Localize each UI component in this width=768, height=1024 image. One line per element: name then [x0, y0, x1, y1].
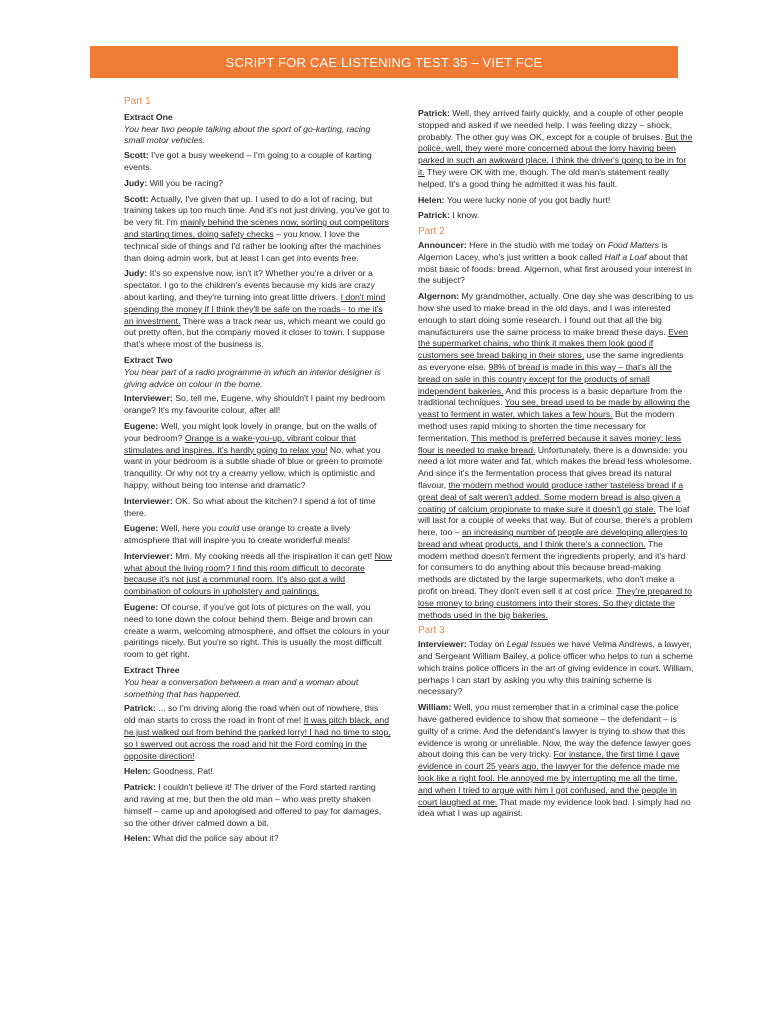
- speaker: William:: [418, 702, 452, 713]
- line-text: It's so expensive now, isn't it? Whether you're a driver or a spectator. I go to the children's events because my kids are crazy about karting, and they're turning into great little drivers.: [124, 268, 375, 302]
- speaker: Judy:: [124, 177, 148, 188]
- line-text: Actually, I've given that up. I used to do a lot of racing, but training takes up too much time. And it's not just driving, you've got to be very fit. I'm: [124, 193, 390, 228]
- part3-heading: Part 3: [418, 625, 445, 637]
- part2-heading: Part 2: [418, 226, 445, 238]
- line-text: Goodness, Pat!: [152, 766, 213, 777]
- speaker: Patrick:: [124, 703, 156, 714]
- line-text: Will you be racing?: [149, 177, 223, 188]
- line-text: is Algernon Lacey, who's just written a book called: [418, 239, 668, 262]
- line-text: about that most basic of foods: bread. Algernon, what first aroused your interest in the subject?: [418, 251, 692, 286]
- line-text: use orange to create a lively atmosphere that will inspire you to create wonderful meals!: [124, 523, 351, 546]
- speaker: Announcer:: [418, 239, 467, 250]
- dialogue-line: [418, 108, 694, 191]
- speaker: Interviewer:: [124, 495, 173, 506]
- dialogue-line: [418, 639, 694, 698]
- dialogue-line: [124, 782, 392, 829]
- extract-one-title: Extract One: [124, 111, 173, 122]
- line-text: use the same ingredients as everyone else.: [418, 350, 684, 372]
- line-text: What did the police say about it?: [152, 833, 279, 844]
- line-text: OK. So what about the kitchen? I spend a lot of time there.: [124, 495, 376, 518]
- dialogue-line: [124, 551, 392, 598]
- dialogue-line: [124, 703, 392, 762]
- page-title: SCRIPT FOR CAE LISTENING TEST 35 – VIET FCE: [225, 54, 543, 70]
- programme-title: Food Matters: [607, 239, 659, 250]
- line-text: Well, they arrived fairly quickly, and a couple of other people stopped and asked if we needed help. I was feeling dizzy – shock, probably. The other guy was OK, except for a couple of bruises.: [418, 108, 684, 142]
- line-text: Well, you must remember that in a criminal case the police have gathered evidence to show that someone – the defendant – is guilty of a crime. And the defendant's lawyer is trying to show that this evidence is wrong or unreliable. Now, the way the defence lawyer goes about doing this can be very tricky.: [418, 702, 691, 760]
- right-column: [418, 108, 694, 824]
- dialogue-line: [124, 766, 392, 778]
- speaker: Patrick:: [418, 210, 450, 221]
- speaker: Judy:: [124, 268, 148, 279]
- line-text: Mm. My cooking needs all the inspiration it can get!: [175, 550, 375, 561]
- left-column: [124, 96, 392, 849]
- speaker: Interviewer:: [124, 550, 173, 561]
- line-text: So, tell me, Eugene, why shouldn't I paint my bedroom orange? It's my favourite colour, after all!: [124, 393, 385, 416]
- line-text: The modern method doesn't ferment the ingredients properly, and it's hard for consumers to do anything about this because bread-making methods are dictated by the large supermarkets, who don't make a profit on bread. They don't even sell it at cost price.: [418, 538, 686, 597]
- line-text: Today on: [469, 639, 507, 650]
- dialogue-line: [418, 240, 694, 287]
- underlined-answer: It was pitch black, and he just walked out from behind the parked lorry! I had no time to stop, so I swerved out across the road and hit the Ford coming in the opposite direction!: [124, 715, 391, 761]
- underlined-answer: Now what about the living room? I find this room difficult to decorate because it's not just a communal room. It's also got a wild combination of colours in upholstery and paintings.: [124, 550, 393, 597]
- dialogue-line: [124, 523, 392, 547]
- underlined-answer: I don't mind spending the money if I think they'll be safe on the roads - to me it's an investment.: [124, 291, 386, 326]
- speaker: Scott:: [124, 193, 149, 204]
- speaker: Eugene:: [124, 420, 159, 431]
- dialogue-line: [418, 210, 694, 222]
- dialogue-line: [124, 421, 392, 492]
- speaker: Algernon:: [418, 291, 460, 302]
- line-text: I know.: [452, 210, 480, 221]
- underlined-answer: For instance, the first time I gave evidence in court 25 years ago, the lawyer for the defence made me look like a right fool. He annoyed me by interrupting me all the time, and when I tried to argue with him I got confused, and the people in court laughed at me.: [418, 749, 680, 807]
- underlined-answer: mainly behind the scenes now, sorting out competitors and starting times, doing safety checks: [124, 217, 389, 239]
- line-text: – you know. I love the technical side of things and I'd rather be looking after the machines than doing admin work, but at least I can get into events free.: [124, 228, 382, 263]
- line-text: we have Velma Andrews, a lawyer, and Sergeant William Bailey, a police officer who helps to run a scheme which trains police officers in the art of giving evidence in court. William, perhaps I can start by asking you why this training scheme is necessary?: [418, 639, 694, 697]
- dialogue-line: [418, 702, 694, 820]
- extract-three-context: You hear a conversation between a man and a woman about something that has happened.: [124, 676, 359, 699]
- line-text: My grandmother, actually. One day she was describing to us how she used to make bread in the old days, and I was interested enough to start doing some research. I found out that all the big manufacturers use the same process to make bread these days.: [418, 291, 694, 337]
- page-title-banner: [90, 46, 678, 78]
- programme-title: Legal Issues: [506, 639, 556, 650]
- underlined-answer: They're prepared to lose money to bring customers into their stores. So they dictate the methods used in the big bakeries.: [418, 586, 692, 620]
- underlined-answer: the modern method would produce rather tasteless bread if a great deal of salt weren't added. Some modern bread is also given a coating of calcium propionate to make sure it doesn't go stale.: [418, 479, 684, 514]
- speaker: Helen:: [418, 194, 445, 205]
- line-text: That made my evidence look bad. I simply had no idea what I was up against.: [418, 796, 691, 819]
- dialogue-line: [418, 195, 694, 207]
- underlined-answer: This method is preferred because it saves money: less flour is needed to make bread.: [418, 432, 682, 455]
- line-text: And this process is a basic departure from the traditional techniques.: [418, 385, 683, 408]
- extract-three-title: Extract Three: [124, 665, 180, 676]
- dialogue-line: [124, 268, 392, 351]
- speaker: Helen:: [124, 766, 151, 777]
- dialogue-line: [418, 291, 694, 621]
- underlined-answer: You see, bread used to be made by allowing the yeast to ferment in water, which takes a few hours.: [418, 397, 690, 420]
- dialogue-line: [124, 194, 392, 265]
- extract-two-context: You hear part of a radio programme in which an interior designer is giving advice on colour in the home.: [124, 366, 381, 389]
- line-text: Here in the studio with me today on: [469, 239, 608, 250]
- line-text: ... so I'm driving along the road when out of nowhere, this old man starts to cross the road in front of me!: [124, 703, 379, 726]
- underlined-answer: 98% of bread is made in this way – that's all the bread on sale in this country except for the products of small independent bakeries.: [418, 361, 672, 396]
- line-text: You were lucky none of you got badly hurt!: [446, 194, 611, 205]
- speaker: Eugene:: [124, 602, 159, 613]
- extract-two-title: Extract Two: [124, 354, 173, 365]
- line-text: They were OK with me, though. The old man's statement really helped. It's a good thing he admitted it was his fault.: [418, 166, 669, 189]
- line-text: I couldn't believe it! The driver of the Ford started ranting and raving at me, but then the old man – who was pretty shaken himself – came up and apologised and offered to pay for damages, so the other driver calmed down a bit.: [124, 782, 382, 828]
- dialogue-line: [124, 178, 392, 190]
- speaker: Interviewer:: [418, 639, 467, 650]
- line-text: Of course, if you've got lots of pictures on the wall, you need to tone down the colour behind them. Beige and brown can create a warm, welcoming atmosphere, and offset the colours in your paintings nicely. But you're so right. This is usually the most difficult room to get right.: [124, 602, 390, 660]
- line-text: I've got a busy weekend – I'm going to a couple of karting events.: [124, 150, 372, 172]
- dialogue-line: [124, 496, 392, 520]
- extract-one-context: You hear two people talking about the sport of go-karting, racing small motor vehicles.: [124, 123, 371, 146]
- italic-word: could: [218, 523, 240, 534]
- book-title: Half a Loaf: [604, 251, 647, 262]
- dialogue-line: [124, 150, 392, 174]
- underlined-answer: an increasing number of people are developing allergies to bread and wheat products, and I think there's a connection.: [418, 527, 688, 549]
- line-text: No, what you want in your bedroom is a subtle shade of blue or green to promote tranquility. Or why not try a creamy yellow, which is optimistic and happy, without being too intense and dramatic?: [124, 444, 383, 490]
- speaker: Helen:: [124, 833, 151, 844]
- line-text: But the modern method uses rapid mixing to shorten the time necessary for fermentation.: [418, 409, 675, 443]
- underlined-answer: Orange is a wake-you-up, vibrant colour that stimulates and inspires. It's hardly going to relax you!: [124, 432, 356, 455]
- speaker: Interviewer:: [124, 393, 173, 404]
- dialogue-line: [124, 393, 392, 417]
- line-text: The loaf will last for a couple of weeks that way. But of course, there's a problem here, too –: [418, 503, 693, 538]
- speaker: Patrick:: [124, 782, 156, 793]
- line-text: Unfortunately, there is a downside: you need a lot more water and fat, which makes the bread less wholesome. And since it's the fermentation process that gives bread its natural flavour,: [418, 444, 692, 490]
- speaker: Scott:: [124, 150, 149, 161]
- line-text: Well, you might look lovely in orange, but on the walls of your bedroom?: [124, 420, 377, 443]
- underlined-answer: Even the supermarket chains, who think it makes them look good if customers see bread baking in their stores,: [418, 326, 688, 361]
- speaker: Patrick:: [418, 108, 450, 118]
- line-text: There was a track near us, which meant we could go out pretty often, but the company moved it closer to town. I suppose that's where most of the business is.: [124, 315, 386, 350]
- underlined-answer: But the police, well, they were more concerned about the lorry having been parked in such an awkward place. I think the driver's going to be in for it.: [418, 131, 693, 177]
- dialogue-line: [124, 833, 392, 845]
- part1-heading: Part 1: [124, 96, 151, 107]
- line-text: Well, here you: [160, 523, 219, 534]
- speaker: Eugene:: [124, 523, 159, 534]
- dialogue-line: [124, 602, 392, 661]
